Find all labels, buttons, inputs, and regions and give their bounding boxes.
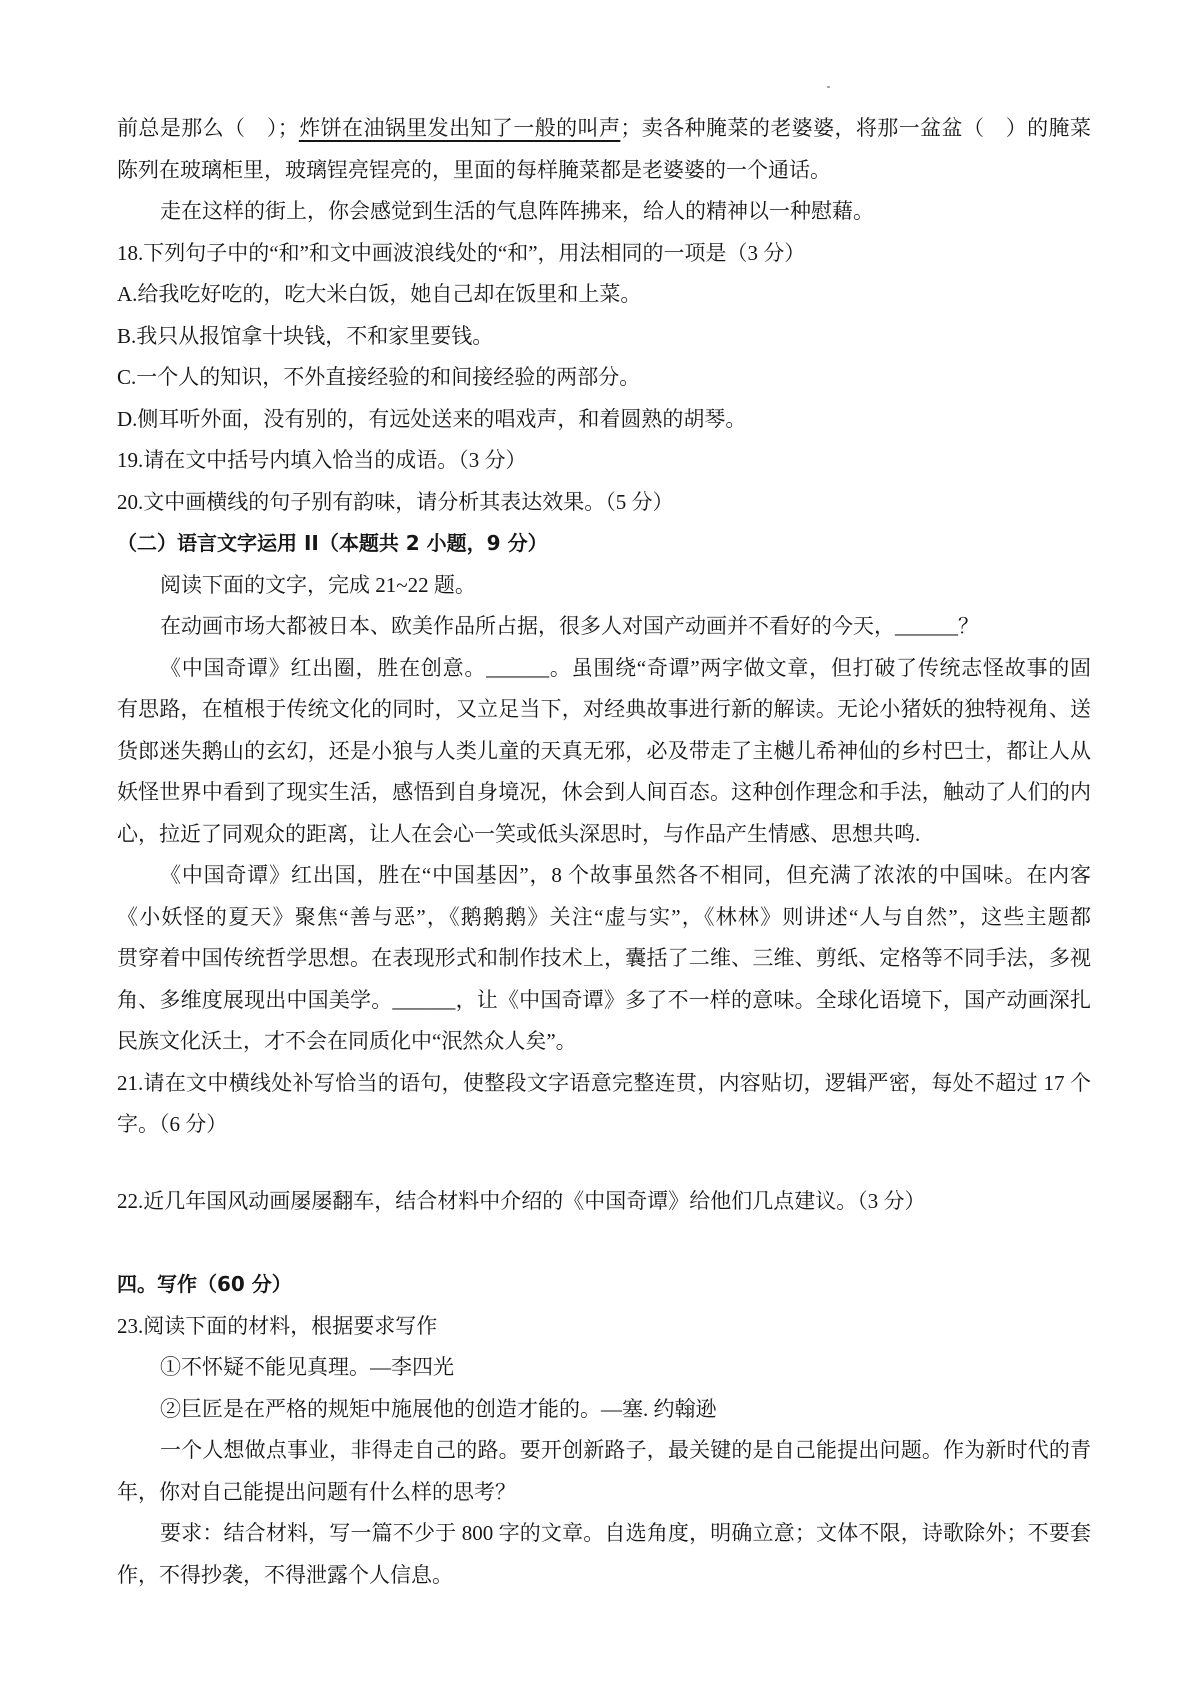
question-21: 字。（6 分） (117, 1112, 228, 1136)
question-18-stem: 18.下列句子中的“和”和文中画波浪线处的“和”，用法相同的一项是（3 分） (117, 240, 806, 265)
page-content (117, 108, 1091, 1596)
material-line: 货郎迷失鹅山的玄幻，还是小狼与人类儿童的天真无邪，必及带走了主樾儿希神仙的乡村巴士，都让人从 (117, 738, 1091, 763)
writing-heading: 四。写作（60 分） (117, 1272, 292, 1296)
question-20: 20.文中画横线的句子别有韵味，请分析其表达效果。（5 分） (117, 489, 674, 514)
passage-line (117, 108, 1091, 150)
material-line: 心，拉近了同观众的距离，让人在会心一笑或低头深思时，与作品产生情感、思想共鸣. (117, 821, 921, 846)
material-line: 在动画市场大都被日本、欧美作品所占据，很多人对国产动画并不看好的今天，______？ (160, 614, 979, 638)
question-19: 19.请在文中括号内填入恰当的成语。（3 分） (117, 448, 527, 472)
writing-prompt-line: 年，你对自己能提出问题有什么样的思考？ (117, 1479, 516, 1504)
material-line: 妖怪世界中看到了现实生活，感悟到自身境况，休会到人间百态。这种创作理念和手法，触动了人们的内 (117, 780, 1091, 804)
option-a: A.给我吃好吃的，吃大米白饭，她自己却在饭里和上菜。 (117, 282, 642, 306)
question-21: 21.请在文中横线处补写恰当的语句，使整段文字语意完整连贯，内容贴切，逻辑严密，每处不超过 17 个 (117, 1070, 1091, 1095)
section-instruction: 阅读下面的文字，完成 21~22 题。 (160, 572, 476, 597)
option-c: C.一个人的知识，不外直接经验的和间接经验的两部分。 (117, 365, 641, 389)
material-line: 贯穿着中国传统哲学思想。在表现形式和制作技术上，囊括了二维、三维、剪纸、定格等不同手法，多视 (117, 946, 1091, 970)
passage-text: ；卖各种腌菜的老婆婆，将那一盆盆（ ）的腌菜 (620, 116, 1091, 140)
option-b: B.我只从报馆拿十块钱，不和家里要钱。 (117, 323, 494, 348)
quote-2: ②巨匠是在严格的规矩中施展他的创造才能的。—塞. 约翰逊 (160, 1396, 717, 1421)
question-22: 22.近几年国风动画屡屡翻车，结合材料中介绍的《中国奇谭》给他们几点建议。（3 分） (117, 1188, 926, 1213)
material-line: 有思路，在植根于传统文化的同时，又立足当下，对经典故事进行新的解读。无论小猪妖的独特视角、送 (117, 697, 1091, 721)
writing-requirement-line: 作，不得抄袭，不得泄露个人信息。 (117, 1562, 453, 1587)
scan-speck (827, 86, 830, 88)
material-line: 《中国奇谭》红出国，胜在“中国基因”，8 个故事虽然各不相同，但充满了浓浓的中国味。在内客 (160, 863, 1091, 887)
material-line: 角、多维度展现出中国美学。______，让《中国奇谭》多了不一样的意味。全球化语境下，国产动画深扎 (117, 987, 1091, 1012)
passage-line: 陈列在玻璃柜里，玻璃锃亮锃亮的，里面的每样腌菜都是老婆婆的一个通话。 (117, 157, 831, 182)
question-23-stem: 23.阅读下面的材料，根据要求写作 (117, 1313, 438, 1338)
writing-requirement-line: 要求：结合材料，写一篇不少于 800 字的文章。自选角度，明确立意；文体不限，诗歌除外；不要套 (160, 1521, 1091, 1545)
passage-line: 走在这样的街上，你会感觉到生活的气息阵阵拂来，给人的精神以一种慰藉。 (160, 199, 874, 223)
quote-1: ①不怀疑不能见真理。—李四光 (160, 1355, 454, 1379)
passage-text: 前总是那么（ ）； (117, 116, 299, 140)
material-line: 《中国奇谭》红出圈，胜在创意。______。虽围绕“奇谭”两字做文章，但打破了传统志怪故事的固 (160, 655, 1091, 680)
option-d: D.侧耳听外面，没有别的，有远处送来的唱戏声，和着圆熟的胡琴。 (117, 406, 747, 431)
section-heading: （二）语言文字运用 II（本题共 2 小题，9 分） (117, 531, 548, 555)
material-line: 《小妖怪的夏天》聚焦“善与恶”，《鹅鹅鹅》关注“虚与实”，《林林》则讲述“人与自然”，这些主题都 (117, 904, 1091, 929)
material-line: 民族文化沃土，才不会在同质化中“泯然众人矣”。 (117, 1029, 577, 1053)
writing-prompt-line: 一个人想做点事业，非得走自己的路。要开创新路子，最关键的是自己能提出问题。作为新时代的青 (160, 1438, 1091, 1462)
underlined-sentence: 炸饼在油锅里发出知了一般的叫声 (298, 116, 621, 140)
